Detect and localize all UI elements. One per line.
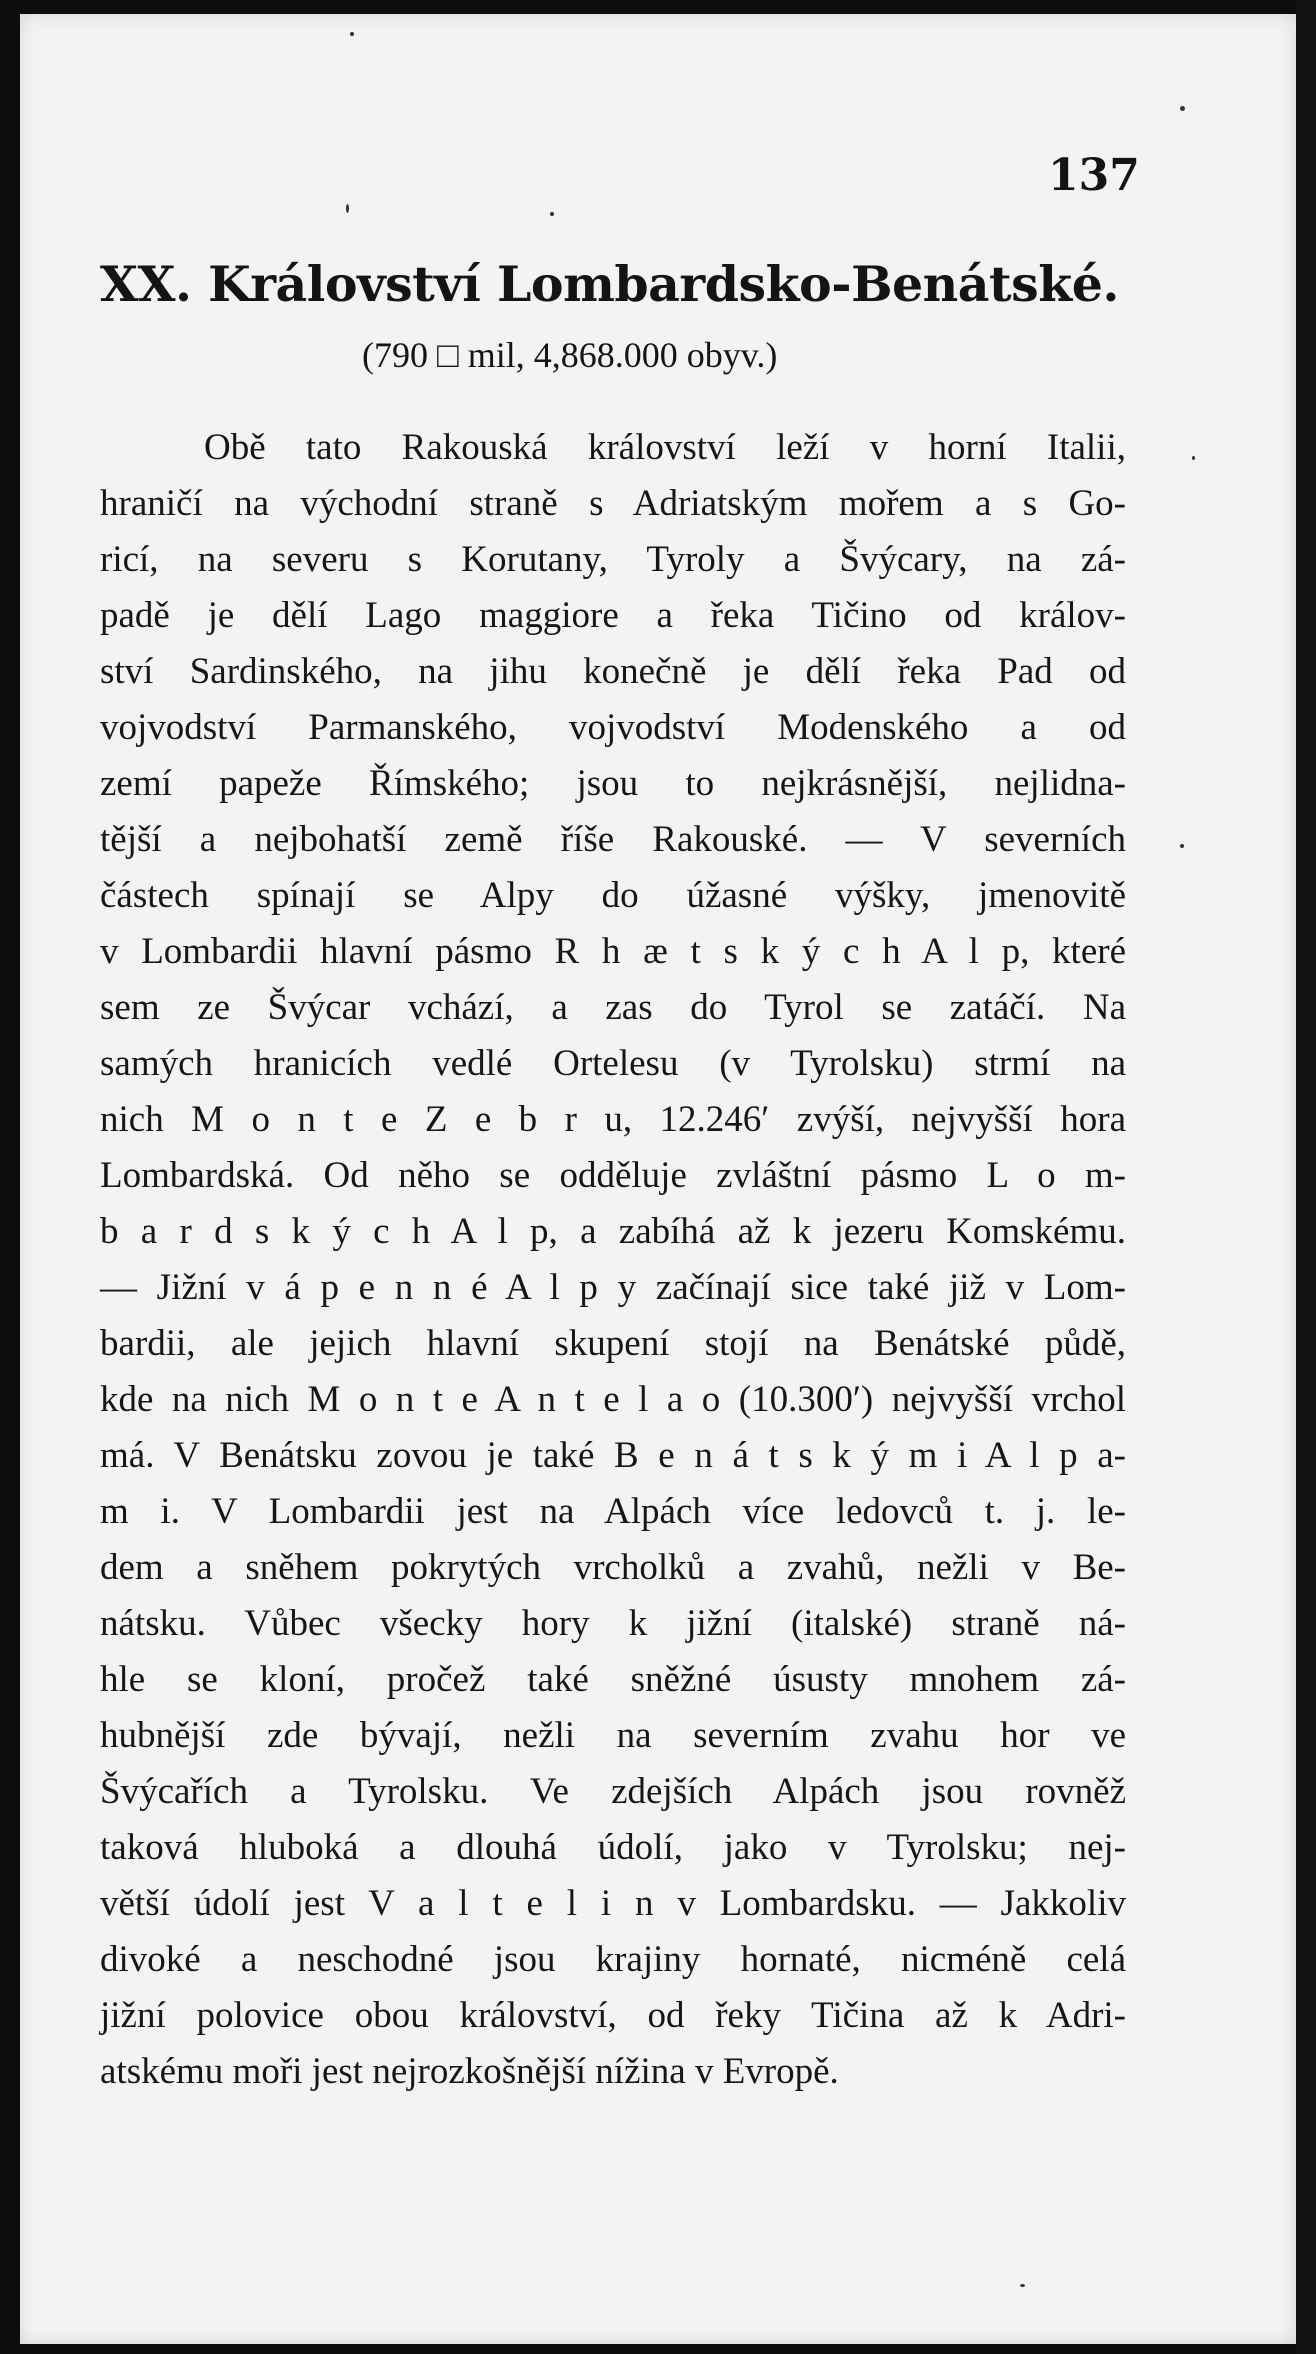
text-line: padě je dělí Lago maggiore a řeka Tičino od králov-: [100, 595, 1126, 636]
text-line: divoké a neschodné jsou krajiny hornaté, nicméně celá: [100, 1939, 1126, 1980]
print-speck: [346, 204, 349, 213]
text-line: b a r d s k ý c h A l p, a zabíhá až k jezeru Komskému.: [100, 1211, 1126, 1252]
text-line: zemí papeže Římského; jsou to nejkrásnější, nejlidna-: [100, 763, 1126, 804]
text-line: samých hranicích vedlé Ortelesu (v Tyrolsku) strmí na: [100, 1043, 1126, 1084]
print-speck: [550, 212, 554, 216]
text-line: Švýcařích a Tyrolsku. Ve zdejších Alpách jsou rovněž: [100, 1771, 1126, 1812]
text-line: bardii, ale jejich hlavní skupení stojí na Benátské půdě,: [100, 1323, 1126, 1364]
text-line: ství Sardinského, na jihu konečně je dělí řeka Pad od: [100, 651, 1126, 692]
text-line: sem ze Švýcar vchází, a zas do Tyrol se zatáčí. Na: [100, 987, 1126, 1028]
text-line: — Jižní v á p e n n é A l p y začínají sice také již v Lom-: [100, 1267, 1126, 1308]
text-line: atskému moři jest nejrozkošnější nížina v Evropě.: [100, 2051, 839, 2092]
page-number: 137: [1048, 150, 1140, 201]
chapter-title: XX. Království Lombardsko-Benátské.: [100, 255, 1119, 313]
print-speck: [1020, 2284, 1025, 2287]
print-speck: [1180, 844, 1184, 848]
text-line: hraničí na východní straně s Adriatským mořem a s Go-: [100, 483, 1126, 524]
scan-edge: [1296, 0, 1316, 2354]
text-line: vojvodství Parmanského, vojvodství Modenského a od: [100, 707, 1126, 748]
text-line: nich M o n t e Z e b r u, 12.246′ zvýší, nejvyšší hora: [100, 1099, 1126, 1140]
text-line: částech spínají se Alpy do úžasné výšky, jmenovitě: [100, 875, 1126, 916]
print-speck: [350, 32, 354, 36]
text-line: jižní polovice obou království, od řeky Tičina až k Adri-: [100, 1995, 1126, 2036]
body-paragraph: [100, 420, 1126, 2100]
text-line: větší údolí jest V a l t e l i n v Lombardsku. — Jakkoliv: [100, 1883, 1126, 1924]
text-line: taková hluboká a dlouhá údolí, jako v Tyrolsku; nej-: [100, 1827, 1126, 1868]
text-line: dem a sněhem pokrytých vrcholků a zvahů, nežli v Be-: [100, 1547, 1126, 1588]
print-speck: [1180, 106, 1185, 111]
text-line: Obě tato Rakouská království leží v horní Italii,: [204, 427, 1126, 468]
text-line: má. V Benátsku zovou je také B e n á t s k ý m i A l p a-: [100, 1435, 1126, 1476]
print-speck: [1192, 456, 1195, 460]
text-line: v Lombardii hlavní pásmo R h æ t s k ý c h A l p, které: [100, 931, 1126, 972]
text-line: m i. V Lombardii jest na Alpách více ledovců t. j. le-: [100, 1491, 1126, 1532]
text-line: nátsku. Vůbec všecky hory k jižní (italské) straně ná-: [100, 1603, 1126, 1644]
text-line: tější a nejbohatší země říše Rakouské. — V severních: [100, 819, 1126, 860]
text-line: kde na nich M o n t e A n t e l a o (10.300′) nejvyšší vrchol: [100, 1379, 1126, 1420]
chapter-subtitle: (790 □ mil, 4,868.000 obyv.): [362, 335, 778, 375]
text-line: hubnější zde bývají, nežli na severním zvahu hor ve: [100, 1715, 1126, 1756]
text-line: Lombardská. Od něho se odděluje zvláštní pásmo L o m-: [100, 1155, 1126, 1196]
text-line: ricí, na severu s Korutany, Tyroly a Švýcary, na zá-: [100, 539, 1126, 580]
text-line: hle se kloní, pročež také sněžné úsusty mnohem zá-: [100, 1659, 1126, 1700]
